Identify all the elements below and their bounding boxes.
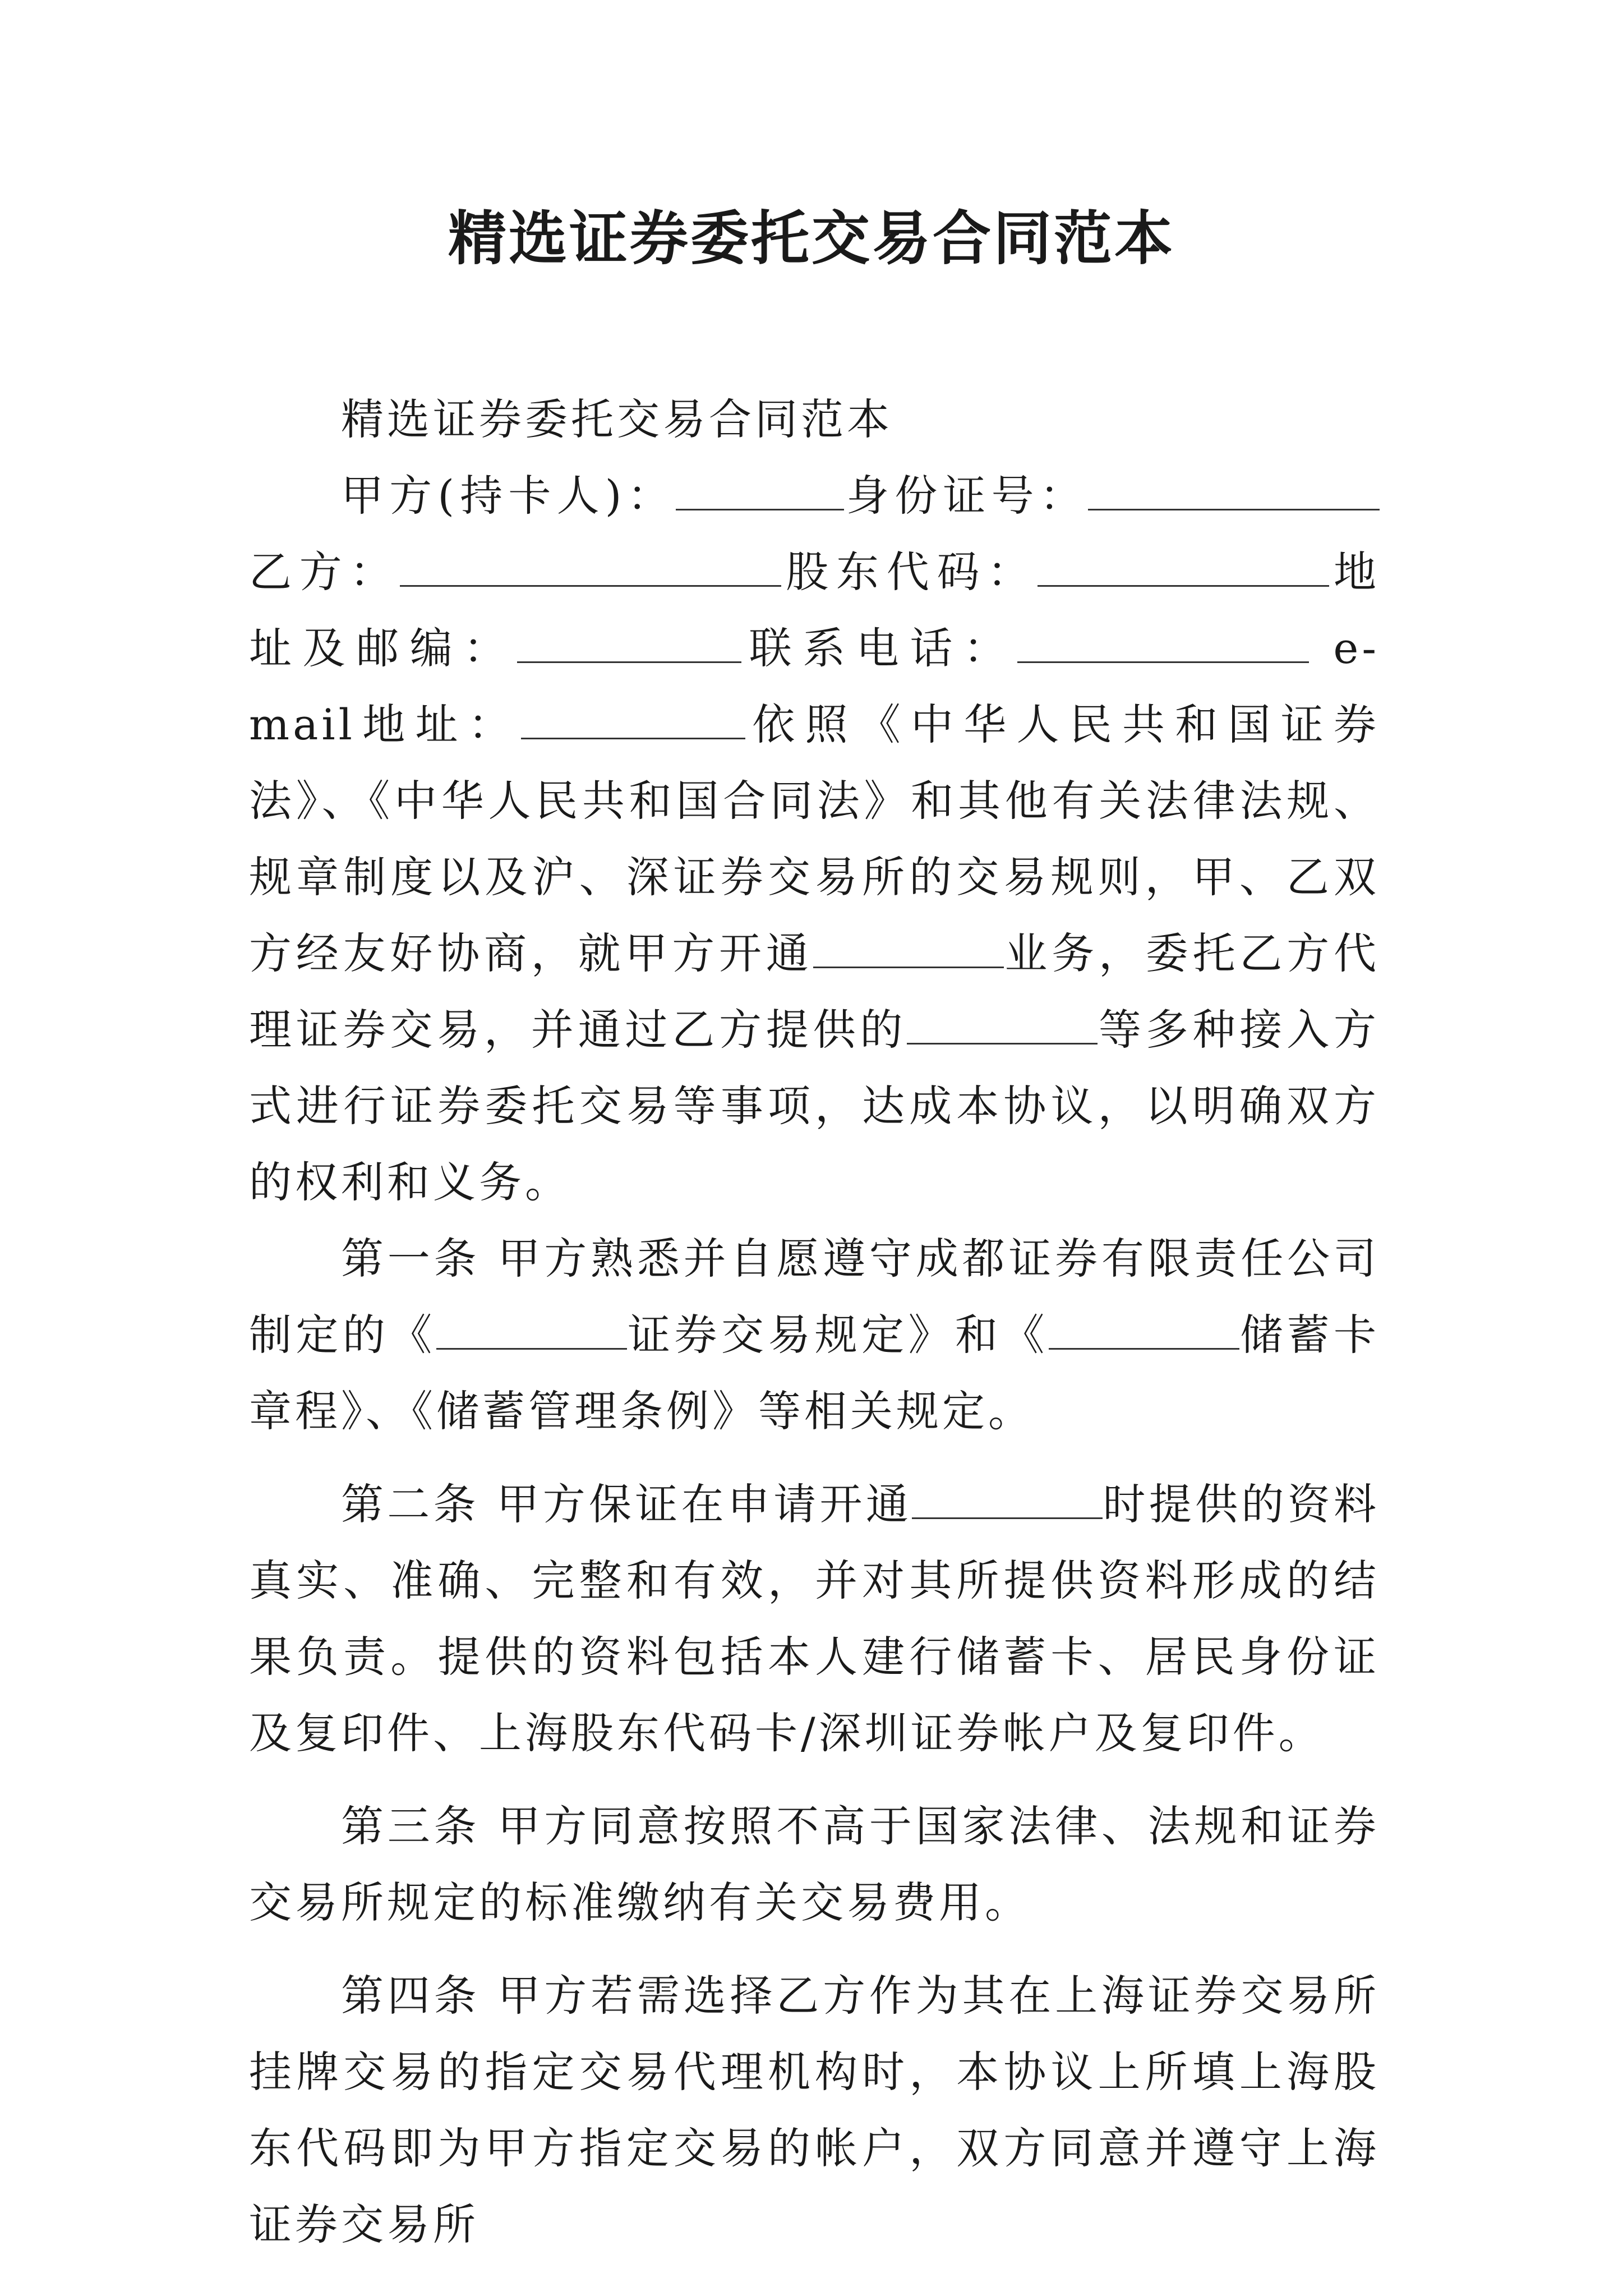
- article-1-blank-1: [436, 1312, 627, 1350]
- article-3: [249, 1788, 1380, 1941]
- article-2-tail: 时提供的资料真实、准确、完整和有效，并对其所提供资料形成的结果负责。提供的资料包括本人建行储蓄卡、居民身份证及复印件、上海股东代码卡/深圳证券帐户及复印件。: [249, 1479, 1380, 1758]
- article-1-mid: 证券交易规定》和《: [626, 1310, 1049, 1360]
- document-subtitle: [249, 381, 1380, 458]
- preamble-text-3: 等多种接入方式进行证券委托交易等事项，达成本协议，以明确双方的权利和义务。: [249, 1005, 1380, 1207]
- article-2: [249, 1466, 1380, 1772]
- party-a-label: 甲方(持卡人)：: [341, 471, 676, 521]
- article-1-lead: 第一条 甲方熟悉并自愿遵守成都证券有限责任公司制定的《: [249, 1234, 1380, 1360]
- article-4: [249, 1958, 1380, 2263]
- preamble-text: 依照《中华人民共和国证券法》、《中华人民共和国合同法》和其他有关法律法规、规章制度以及沪、深证券交易所的交易规则，甲、乙双方经友好协商，就甲方开通: [249, 700, 1380, 978]
- email-label: e-mail地址：: [249, 623, 1380, 749]
- header-paragraph: [249, 458, 1380, 1221]
- article-2-blank: [912, 1481, 1103, 1519]
- article-4-text: 第四条 甲方若需选择乙方作为其在上海证券交易所挂牌交易的指定交易代理机构时，本协议上所填上海股东代码即为甲方指定交易的帐户，双方同意并遵守上海证券交易所: [249, 1971, 1380, 2249]
- address-blank: [517, 625, 741, 663]
- phone-blank: [1017, 625, 1309, 663]
- email-blank: [521, 702, 745, 739]
- party-b-blank: [400, 549, 781, 587]
- party-a-blank: [676, 473, 844, 510]
- article-3-text: 第三条 甲方同意按照不高于国家法律、法规和证券交易所规定的标准缴纳有关交易费用。: [249, 1801, 1380, 1927]
- shareholder-code-blank: [1038, 549, 1329, 587]
- access-method-blank: [907, 1007, 1098, 1045]
- document-body: [249, 381, 1380, 2263]
- article-1-tail: 储蓄卡章程》、《储蓄管理条例》等相关规定。: [249, 1310, 1380, 1436]
- service-blank: [813, 931, 1004, 968]
- subtitle-text: 精选证券委托交易合同范本: [341, 394, 893, 444]
- shareholder-code-label: 股东代码：: [781, 547, 1038, 597]
- address-label: 地址及邮编：: [249, 547, 1380, 673]
- party-b-label: 乙方：: [249, 547, 400, 597]
- article-1: [249, 1221, 1380, 1450]
- id-blank: [1088, 473, 1380, 510]
- article-1-blank-2: [1049, 1312, 1239, 1350]
- article-2-lead: 第二条 甲方保证在申请开通: [341, 1479, 912, 1529]
- id-label: 身份证号：: [843, 471, 1088, 521]
- phone-label: 联系电话：: [741, 623, 1017, 673]
- document-title: 精选证券委托交易合同范本: [448, 204, 1175, 273]
- preamble-text-2: 业务，委托乙方代理证券交易，并通过乙方提供的: [249, 928, 1380, 1055]
